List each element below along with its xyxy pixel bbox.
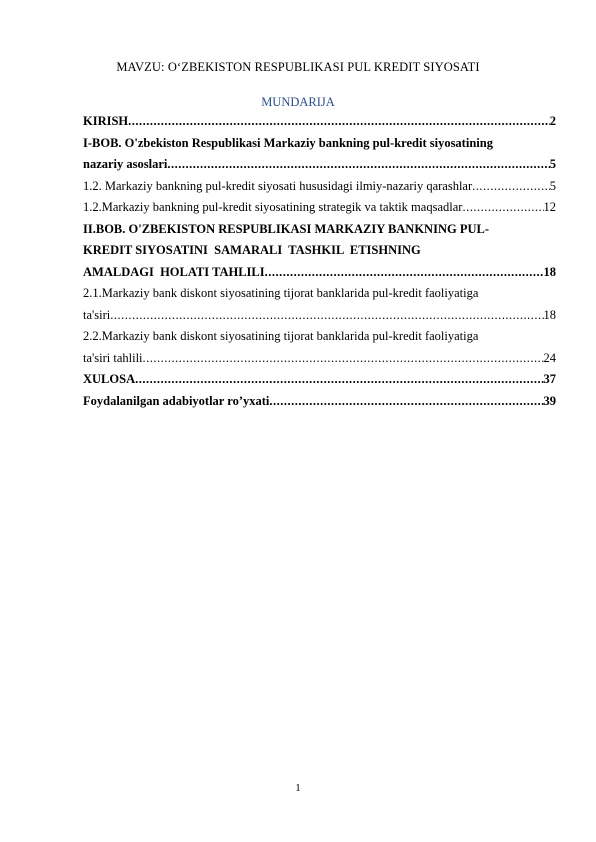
dot-leader	[265, 262, 544, 284]
table-of-contents	[83, 111, 556, 412]
dot-leader	[269, 391, 543, 413]
toc-entry-2-2	[83, 348, 556, 370]
toc-entry-bob1	[83, 154, 556, 176]
toc-entry-1-2	[83, 197, 556, 219]
document-title: MAVZU: O‘ZBEKISTON RESPUBLIKASI PUL KREDIT SIYOSATI	[116, 60, 480, 74]
toc-heading: MUNDARIJA	[261, 95, 335, 109]
toc-page-number: 5	[549, 178, 556, 193]
toc-page-number: 2	[549, 114, 556, 128]
toc-entry-kirish	[83, 111, 556, 133]
dot-leader	[462, 197, 543, 219]
toc-page-number: 18	[543, 264, 556, 279]
page-number: 1	[295, 782, 301, 794]
toc-entry-adabiyot	[83, 391, 556, 413]
toc-entry-2-1-line1: 2.1.Markaziy bank diskont siyosatining tijorat banklarida pul-kredit faoliyatiga	[83, 286, 479, 300]
dot-leader	[128, 111, 550, 133]
toc-page-number: 5	[549, 157, 556, 171]
toc-entry-text: ta'siri tahlili	[83, 350, 143, 365]
toc-entry-bob2-line2: KREDIT SIYOSATINI SAMARALI TASHKIL ETISHNING	[83, 243, 421, 257]
toc-entry-bob2	[83, 262, 556, 284]
toc-entry-text: 1.2. Markaziy bankning pul-kredit siyosati hususidagi ilmiy-nazariy qarashlar	[83, 178, 473, 193]
dot-leader	[135, 369, 543, 391]
toc-entry-text: nazariy asoslari	[83, 157, 168, 171]
toc-entry-text: ta'siri	[83, 307, 111, 322]
toc-entry-text: KIRISH	[83, 114, 129, 128]
toc-page-number: 37	[543, 372, 556, 386]
toc-entry-bob2-line1: II.BOB. O'ZBEKISTON RESPUBLIKASI MARKAZIY BANKNING PUL-	[83, 221, 489, 236]
toc-entry-bob1-line1: I-BOB. O'zbekiston Respublikasi Markaziy bankning pul-kredit siyosatining	[83, 135, 493, 150]
toc-entry-text: XULOSA	[83, 372, 136, 386]
toc-entry-text: AMALDAGI HOLATI TAHLILI	[83, 264, 265, 279]
toc-page-number: 18	[543, 307, 556, 322]
toc-entry-text: Foydalanilgan adabiyotlar ro’yxati	[83, 393, 270, 408]
toc-entry-text: 1.2.Markaziy bankning pul-kredit siyosatining strategik va taktik maqsadlar	[83, 200, 463, 214]
dot-leader	[110, 305, 543, 327]
dot-leader	[472, 176, 550, 198]
dot-leader	[167, 154, 549, 176]
toc-entry-1-1	[83, 176, 556, 198]
dot-leader	[143, 348, 544, 370]
toc-entry-2-2-line1: 2.2.Markaziy bank diskont siyosatining tijorat banklarida pul-kredit faoliyatiga	[83, 329, 479, 343]
toc-page-number: 39	[543, 393, 556, 408]
toc-page-number: 12	[543, 200, 556, 214]
toc-entry-xulosa	[83, 369, 556, 391]
toc-entry-2-1	[83, 305, 556, 327]
toc-page-number: 24	[543, 350, 556, 365]
